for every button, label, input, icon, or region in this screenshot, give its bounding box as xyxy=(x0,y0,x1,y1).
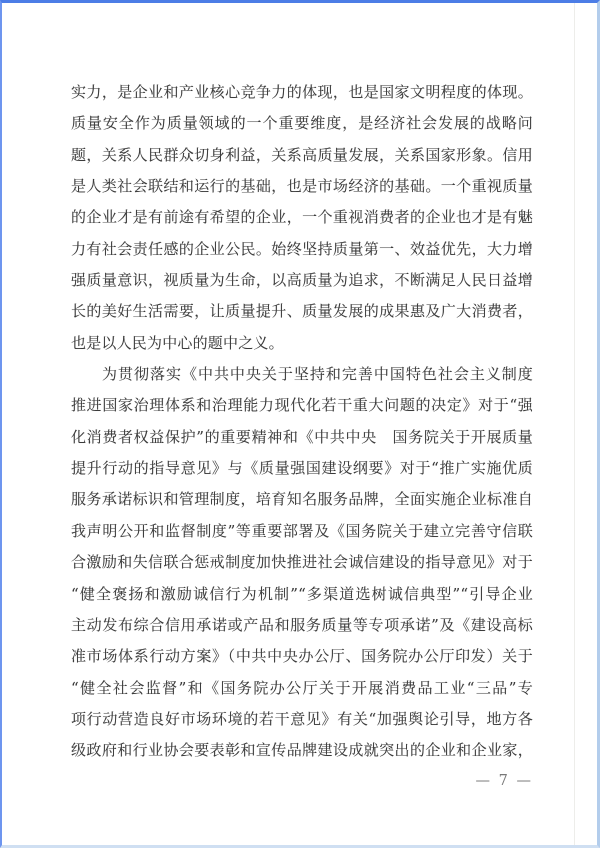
text-line: 级政府和行业协会要表彰和宣传品牌建设成就突出的企业和企业家， xyxy=(71,741,533,760)
text-line: 我声明公开和监督制度”等重要部署及《国务院关于建立完善守信联 xyxy=(71,521,533,540)
text-line: 力有社会责任感的企业公民。始终坚持质量第一、效益优先，大力增 xyxy=(71,239,533,258)
text-line: 长的美好生活需要，让质量提升、质量发展的成果惠及广大消费者， xyxy=(71,302,533,321)
text-line: “健全褒扬和激励诚信行为机制”“多渠道选树诚信典型”“引导企业 xyxy=(71,584,533,603)
text-line: 题，关系人民群众切身利益，关系高质量发展，关系国家形象。信用 xyxy=(71,145,533,164)
page-number: — 7 — xyxy=(475,773,533,789)
document-body-text xyxy=(71,77,533,767)
text-line: 准市场体系行动方案》（中共中央办公厅、国务院办公厅印发）关于 xyxy=(71,647,533,666)
text-line: 也是以人民为中心的题中之义。 xyxy=(71,333,284,352)
scan-edge-artifact xyxy=(574,3,575,845)
text-line: 提升行动的指导意见》与《质量强国建设纲要》对于“推广实施优质 xyxy=(71,459,533,478)
text-line: 推进国家治理体系和治理能力现代化若干重大问题的决定》对于“强 xyxy=(71,396,533,415)
text-line: 服务承诺标识和管理制度，培育知名服务品牌，全面实施企业标准自 xyxy=(71,490,533,509)
text-line: 实力，是企业和产业核心竞争力的体现，也是国家文明程度的体现。 xyxy=(71,83,533,101)
text-line: 强质量意识，视质量为生命，以高质量为追求，不断满足人民日益增 xyxy=(71,271,533,290)
text-line: 质量安全作为质量领域的一个重要维度，是经济社会发展的战略问 xyxy=(71,114,533,133)
text-line: 的企业才是有前途有希望的企业，一个重视消费者的企业也才是有魅 xyxy=(71,208,533,227)
text-line: 主动发布综合信用承诺或产品和服务质量等专项承诺”及《建设高标 xyxy=(71,615,533,634)
text-line: 是人类社会联结和运行的基础，也是市场经济的基础。一个重视质量 xyxy=(71,177,533,196)
text-line: 项行动营造良好市场环境的若干意见》有关“加强舆论引导，地方各 xyxy=(71,709,533,728)
text-line: 化消费者权益保护”的重要精神和《中共中央 国务院关于开展质量 xyxy=(71,427,533,446)
text-line: 为贯彻落实《中共中央关于坚持和完善中国特色社会主义制度 xyxy=(102,365,533,384)
text-line: “健全社会监督”和《国务院办公厅关于开展消费品工业“三品”专 xyxy=(71,678,533,697)
text-line: 合激励和失信联合惩戒制度加快推进社会诚信建设的指导意见》对于 xyxy=(71,553,533,572)
